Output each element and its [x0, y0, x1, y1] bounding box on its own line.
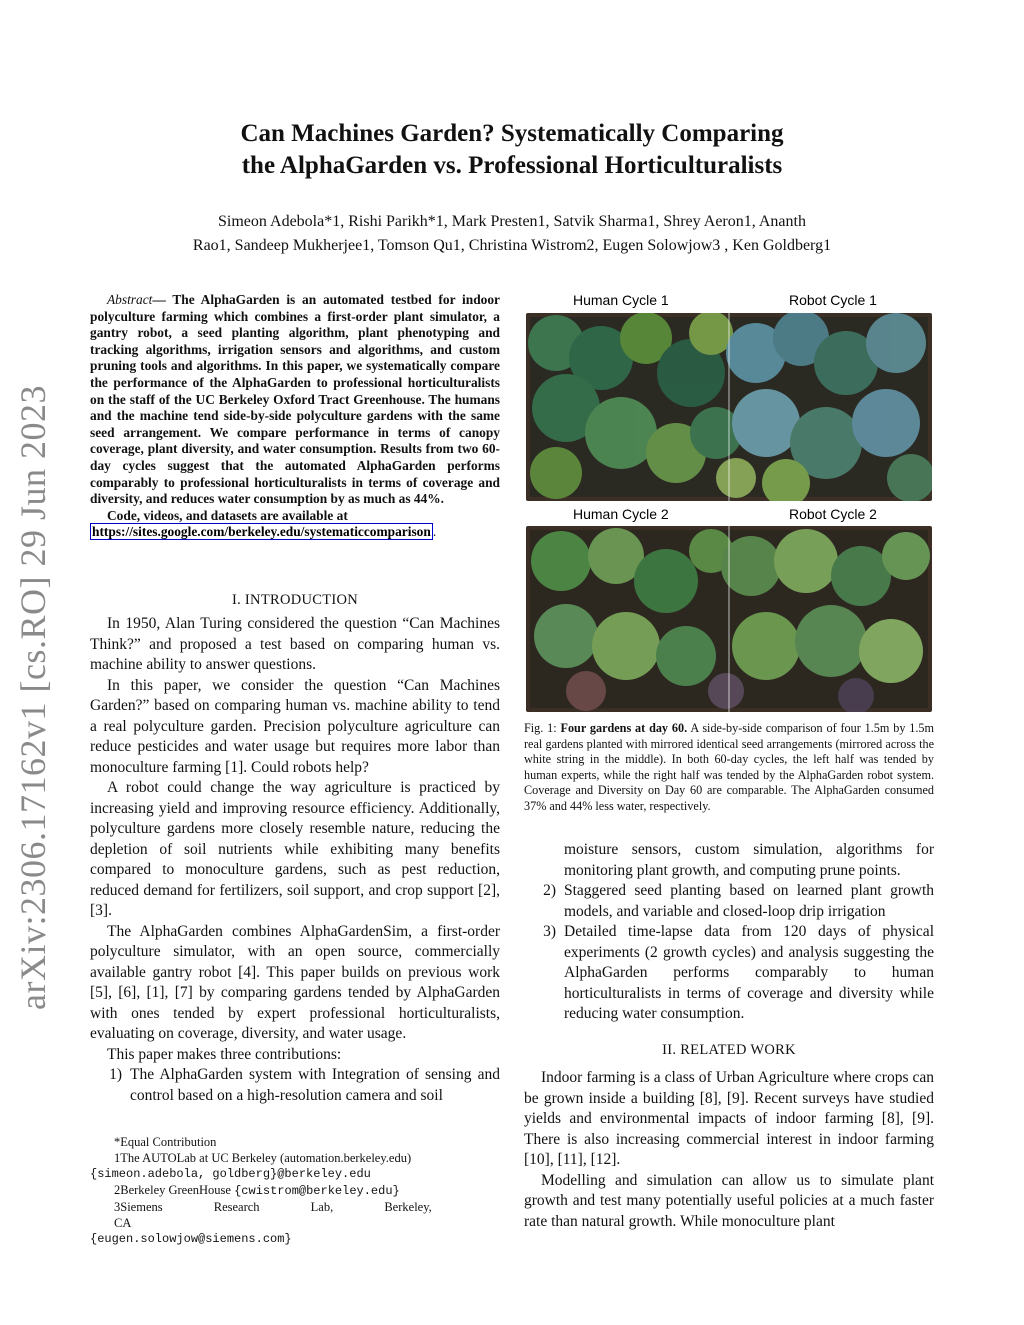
garden-photo-cycle-2	[526, 526, 932, 712]
footnote-equal: *Equal Contribution	[114, 1135, 217, 1149]
contribution-3-text: Detailed time-lapse data from 120 days of physical experiments (2 growth cycles) and analysis suggesting the AlphaGarden performs comparably to human horticulturalists in terms of coverage and diversity while reducing water consumption.	[564, 923, 934, 1022]
intro-body	[90, 614, 500, 1106]
contribution-1-text: The AlphaGarden system with Integration of sensing and control based on a high-resolution camera and soil	[130, 1066, 500, 1104]
intro-paragraph-3: A robot could change the way agriculture is practiced by increasing yield and improving resource efficiency. Additionally, polyculture gardens more closely resemble nature, reducing the depletion of soil nutrients while exhibiting many benefits compared to monoculture gardens, such as pest reduction, reduced demand for fertilizers, soil support, and crop support [2], [3].	[90, 779, 500, 919]
garden-photo-cycle-1-image	[526, 313, 932, 501]
related-paragraph-1: Indoor farming is a class of Urban Agriculture where crops can be grown inside a building [8], [9]. Recent surveys have studied yields and environmental impacts of indoor farming [8], [9]. There is also increasing commercial interest in indoor farming [10], [11], [12].	[524, 1069, 934, 1168]
title-line-1: Can Machines Garden? Systematically Comparing	[240, 120, 784, 147]
arxiv-stamp: arXiv:2306.17162v1 [cs.RO] 29 Jun 2023	[13, 385, 53, 1010]
caption-bold: Four gardens at day 60.	[560, 721, 688, 735]
contribution-2-number: 2)	[543, 882, 556, 899]
contribution-1-continued-text: moisture sensors, custom simulation, algorithms for monitoring plant growth, and computing prune points.	[564, 841, 934, 879]
section-2-heading: II. RELATED WORK	[662, 1042, 796, 1058]
figure-1-caption	[524, 721, 934, 815]
author-list	[120, 210, 904, 258]
contribution-3	[524, 922, 934, 1025]
title-line-2: the AlphaGarden vs. Professional Horticulturalists	[241, 152, 783, 179]
contribution-2	[524, 881, 934, 922]
related-work-body	[524, 1068, 934, 1232]
code-link[interactable]: https://sites.google.com/berkeley.edu/systematiccomparison	[92, 524, 431, 540]
contribution-3-number: 3)	[543, 923, 556, 940]
footnote-3: 3Siemens Research Lab, Berkeley, CA	[114, 1200, 432, 1230]
contribution-1-number: 1)	[109, 1066, 122, 1083]
contribution-2-text: Staggered seed planting based on learned plant growth models, and variable and closed-loop drip irrigation	[564, 882, 934, 920]
footnote-1-email: {simeon.adebola, goldberg}@berkeley.edu	[90, 1167, 371, 1181]
contribution-1-continued	[524, 840, 934, 881]
footnote-2-email: {cwistrom@berkeley.edu}	[234, 1184, 400, 1198]
contributions-continued	[524, 840, 934, 1025]
paper-title	[0, 118, 1024, 182]
caption-prefix: Fig. 1:	[524, 721, 561, 735]
fig-label-robot-cycle-2: Robot Cycle 2	[789, 506, 877, 522]
authors-line-2: Rao1, Sandeep Mukherjee1, Tomson Qu1, Christina Wistrom2, Eugen Solowjow3 , Ken Goldberg1	[192, 237, 832, 254]
contribution-1	[90, 1065, 500, 1106]
footnote-2-text: 2Berkeley GreenHouse	[114, 1183, 235, 1197]
abstract-text: — The AlphaGarden is an automated testbed for indoor polyculture farming which combines a first-order plant simulator, a gantry robot, a seed planting algorithm, plant phenotyping and tracking algorithms, irrigation sensors and algorithms, and custom pruning tools and algorithms. In this paper, we systematically compare the performance of the AlphaGarden to professional horticulturalists on the staff of the UC Berkeley Oxford Tract Greenhouse. The humans and the machine tend side-by-side polyculture gardens with the same seed arrangement. We compare performance in terms of canopy coverage, plant diversity, and water consumption. Results from two 60-day cycles suggest that the automated AlphaGarden performs comparably to professional horticulturalists in terms of coverage and diversity, and reduces water consumption by as much as 44%.	[90, 292, 500, 507]
section-1-heading: I. INTRODUCTION	[231, 592, 359, 608]
caption-text: A side-by-side comparison of four 1.5m by 1.5m real gardens planted with mirrored identical seed arrangements (mirrored across the white string in the middle). In both 60-day cycles, the left half was tended by human experts, while the right half was tended by the AlphaGarden robot system. Coverage and Diversity on Day 60 are comparable. The AlphaGarden consumed 37% and 44% less water, respectively.	[524, 721, 934, 813]
footnote-2	[90, 1182, 500, 1199]
fig-label-robot-cycle-1: Robot Cycle 1	[789, 292, 877, 308]
intro-paragraph-2: In this paper, we consider the question “Can Machines Garden?” based on comparing human vs. machine ability to tend a real polyculture garden. Precision polyculture agriculture can reduce pesticides and water usage but requires more labor than monoculture farming [1]. Could robots help?	[90, 676, 500, 776]
footnotes	[90, 1134, 500, 1247]
intro-paragraph-5: This paper makes three contributions:	[107, 1045, 342, 1063]
intro-paragraph-1: In 1950, Alan Turing considered the question “Can Machines Think?” and proposed a test based on comparing human vs. machine ability to answer questions.	[90, 615, 500, 673]
garden-photo-cycle-2-image	[526, 526, 932, 712]
fig-label-human-cycle-2: Human Cycle 2	[573, 506, 669, 522]
abstract-lead: Abstract	[107, 292, 153, 307]
fig-label-human-cycle-1: Human Cycle 1	[573, 292, 669, 308]
code-availability: Code, videos, and datasets are available at	[107, 507, 348, 523]
footnote-3-email: {eugen.solowjow@siemens.com}	[90, 1232, 292, 1246]
related-paragraph-2: Modelling and simulation can allow us to simulate plant growth and test many potentially useful policies at a much faster rate than natural growth. While monoculture plant	[524, 1171, 934, 1230]
abstract: Abstract— The AlphaGarden is an automated testbed for indoor polyculture farming which combines a first-order plant simulator, a gantry robot, a seed planting algorithm, plant phenotyping and tracking algorithms, irrigation sensors and algorithms, and custom pruning tools and algorithms. In this paper, we systematically compare the performance of the AlphaGarden to professional horticulturalists on the staff of the UC Berkeley Oxford Tract Greenhouse. The humans and the machine tend side-by-side polyculture gardens with the same seed arrangement. We compare performance in terms of canopy coverage, plant diversity, and water consumption. Results from two 60-day cycles suggest that the automated AlphaGarden performs comparably to professional horticulturalists in terms of coverage and diversity, and reduces water consumption by as much as 44%. Code, videos, and datasets are available at https://sites.google.com/berkeley.edu/systematiccomparison .	[90, 292, 500, 540]
footnote-1: 1The AUTOLab at UC Berkeley (automation.berkeley.edu)	[114, 1151, 412, 1165]
authors-line-1: Simeon Adebola*1, Rishi Parikh*1, Mark Presten1, Satvik Sharma1, Shrey Aeron1, Ananth	[218, 213, 806, 230]
garden-photo-cycle-1	[526, 313, 932, 501]
intro-paragraph-4: The AlphaGarden combines AlphaGardenSim, a first-order polyculture simulator, with an open source, commercially available gantry robot [4]. This paper builds on previous work [5], [6], [1], [7] by comparing gardens tended by AlphaGarden with ones tended by expert professional horticulturalists, evaluating on coverage, diversity, and water usage.	[90, 922, 500, 1042]
